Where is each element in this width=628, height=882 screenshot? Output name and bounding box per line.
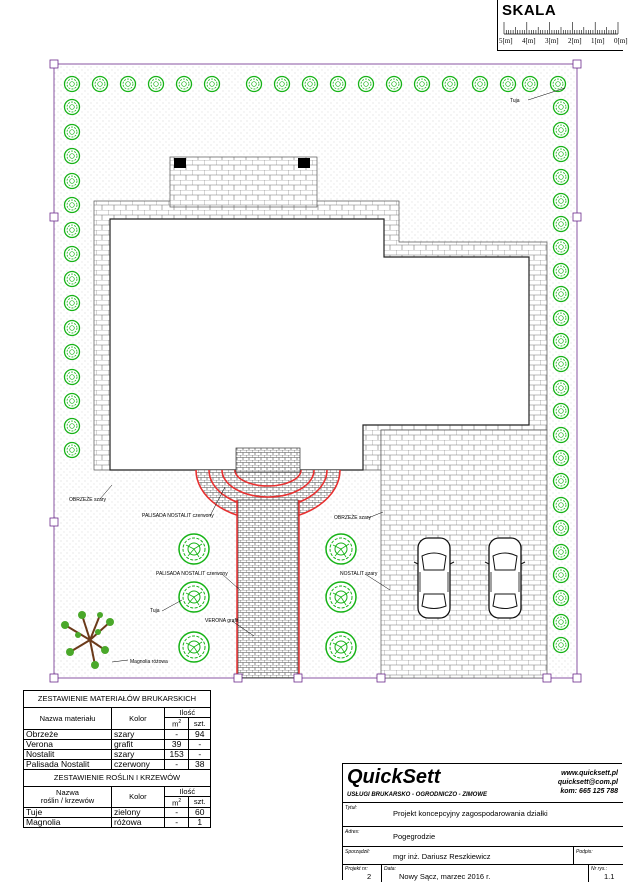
materials-table	[23, 690, 211, 828]
brand-logo: QuickSett	[347, 766, 441, 788]
boundary-marker	[234, 674, 242, 682]
label-magnolia: Magnolia różowa	[130, 659, 168, 665]
bush	[326, 582, 356, 612]
tuja-tree	[554, 100, 569, 115]
driveway-paving	[381, 430, 547, 678]
tuja-tree	[65, 223, 80, 238]
unit-szt: szt.	[189, 796, 211, 808]
bush	[326, 534, 356, 564]
material-cell-color: szary	[112, 749, 165, 759]
tuja-tree	[501, 77, 516, 92]
label-nostalit: NOSTALIT szary	[340, 571, 378, 577]
tuja-tree	[65, 394, 80, 409]
scale-title: SKALA	[502, 2, 557, 19]
tuja-tree	[65, 443, 80, 458]
plant-cell-color: zielony	[112, 808, 165, 818]
material-cell-color: czerwony	[112, 759, 165, 769]
tuja-tree	[177, 77, 192, 92]
tuja-tree	[554, 498, 569, 513]
tuja-tree	[443, 77, 458, 92]
material-cell-name: Palisada Nostalit	[24, 759, 112, 769]
scale-label: 0[m]	[614, 37, 628, 45]
project-info-row: Projekt nr: 2 Data: Nowy Sącz, marzec 2016 r. Nr rys.: 1.1	[343, 864, 623, 882]
tuja-tree	[65, 174, 80, 189]
boundary-marker	[573, 60, 581, 68]
scale-label: 5[m]	[499, 37, 513, 45]
boundary-marker	[50, 60, 58, 68]
material-row	[24, 759, 211, 769]
project-title: Projekt koncepcyjny zagospodarowania działki	[393, 809, 548, 818]
scale-label: 2[m]	[568, 37, 582, 45]
tuja-tree	[554, 123, 569, 138]
email-link[interactable]: quicksett@com.pl	[557, 779, 618, 786]
bush	[179, 534, 209, 564]
scale-label: 4[m]	[522, 37, 536, 45]
material-cell-m2: 39	[164, 739, 189, 749]
terrace-lamp-right	[298, 158, 310, 168]
tuja-tree	[121, 77, 136, 92]
material-cell-name: Obrzeże	[24, 729, 112, 739]
tuja-tree	[554, 240, 569, 255]
tuja-tree	[554, 287, 569, 302]
tuja-tree	[93, 77, 108, 92]
tuja-tree	[554, 545, 569, 560]
tuja-tree	[554, 170, 569, 185]
plant-cell-m2: -	[164, 818, 189, 828]
terrace-paving	[170, 157, 317, 207]
author-row: Sporządził: mgr inż. Dariusz Reszkiewicz Podpis:	[343, 846, 623, 865]
material-cell-m2: -	[164, 759, 189, 769]
project-number: 2	[367, 872, 372, 881]
label-palisada-2: PALISADA NOSTALIT czerwony	[156, 571, 228, 577]
tuja-tree	[554, 451, 569, 466]
material-row	[24, 729, 211, 739]
tuja-tree	[65, 321, 80, 336]
tuja-tree	[65, 77, 80, 92]
tuja-tree	[247, 77, 262, 92]
label-palisada-1: PALISADA NOSTALIT czerwony	[142, 513, 214, 519]
path-verona	[238, 500, 298, 678]
title-block	[342, 763, 622, 880]
scale-label: 3[m]	[545, 37, 559, 45]
project-date: Nowy Sącz, marzec 2016 r.	[399, 872, 491, 881]
tuja-tree	[65, 198, 80, 213]
tuja-tree	[554, 334, 569, 349]
label-obrzeze-right: OBRZEŻE szary	[334, 515, 371, 521]
contact-info	[558, 769, 618, 796]
label-tuja-left: Tuja	[150, 608, 160, 614]
material-cell-szt: -	[189, 739, 211, 749]
boundary-marker	[50, 518, 58, 526]
material-cell-szt: 94	[189, 729, 211, 739]
tuja-tree	[554, 381, 569, 396]
drawing-number: 1.1	[604, 872, 615, 881]
plant-cell-color: różowa	[112, 818, 165, 828]
tuja-tree	[65, 296, 80, 311]
material-cell-szt: 38	[189, 759, 211, 769]
col-material-qty: Ilość	[164, 708, 210, 718]
unit-m2: $m^2$	[164, 796, 189, 808]
tuja-tree	[65, 100, 80, 115]
plant-cell-name: Magnolia	[24, 818, 112, 828]
material-row	[24, 739, 211, 749]
terrace-lamp-left	[174, 158, 186, 168]
tuja-tree	[331, 77, 346, 92]
tuja-tree	[65, 149, 80, 164]
signature-label: Podpis:	[576, 849, 593, 855]
plant-cell-m2: -	[164, 808, 189, 818]
material-cell-szt: -	[189, 749, 211, 759]
scale-label: 1[m]	[591, 37, 605, 45]
tuja-tree	[554, 311, 569, 326]
material-cell-m2: -	[164, 729, 189, 739]
tuja-tree	[551, 77, 566, 92]
col-plant-name: Nazwa roślin / krzewów	[24, 786, 112, 808]
tuja-tree	[65, 345, 80, 360]
material-cell-m2: 153	[164, 749, 189, 759]
plant-cell-szt: 1	[189, 818, 211, 828]
tuja-tree	[554, 147, 569, 162]
tuja-tree	[65, 419, 80, 434]
boundary-marker	[573, 674, 581, 682]
material-row	[24, 749, 211, 759]
tuja-tree	[303, 77, 318, 92]
tuja-tree	[473, 77, 488, 92]
col-plant-qty: Ilość	[164, 786, 210, 796]
tuja-tree	[275, 77, 290, 92]
tuja-tree	[554, 264, 569, 279]
plants-title: ZESTAWIENIE ROŚLIN I KRZEWÓW	[24, 769, 211, 786]
tuja-tree	[554, 638, 569, 653]
unit-szt: szt.	[189, 718, 211, 730]
tuja-tree	[65, 247, 80, 262]
tuja-tree	[554, 217, 569, 232]
title-row: Tytuł: Projekt koncepcyjny zagospodarowania działki	[343, 802, 623, 827]
material-cell-color: grafit	[112, 739, 165, 749]
material-cell-color: szary	[112, 729, 165, 739]
boundary-marker	[50, 674, 58, 682]
tuja-tree	[205, 77, 220, 92]
plant-cell-name: Tuje	[24, 808, 112, 818]
author: mgr inż. Dariusz Reszkiewicz	[393, 852, 491, 861]
tuja-tree	[359, 77, 374, 92]
plant-row	[24, 808, 211, 818]
label-obrzeze-left: OBRZEŻE szary	[69, 497, 106, 503]
tuja-tree	[387, 77, 402, 92]
brand-subtitle: USŁUGI BRUKARSKO - OGRODNICZO - ZIMOWE	[347, 792, 487, 798]
col-material-name: Nazwa materiału	[24, 708, 112, 730]
plant-cell-szt: 60	[189, 808, 211, 818]
bush	[326, 632, 356, 662]
boundary-marker	[294, 674, 302, 682]
tuja-tree	[415, 77, 430, 92]
tuja-tree	[554, 521, 569, 536]
tuja-tree	[65, 272, 80, 287]
tuja-tree	[554, 194, 569, 209]
boundary-marker	[573, 213, 581, 221]
bush	[179, 582, 209, 612]
tuja-tree	[554, 404, 569, 419]
plant-row	[24, 818, 211, 828]
tuja-tree	[554, 615, 569, 630]
col-plant-color: Kolor	[112, 786, 165, 808]
tuja-tree	[554, 428, 569, 443]
tuja-tree	[554, 357, 569, 372]
tuja-tree	[65, 125, 80, 140]
entrance-steps	[236, 448, 300, 472]
car-left	[414, 538, 454, 618]
unit-m2: $m^2$	[164, 718, 189, 730]
label-verona: VERONA grafit	[205, 618, 239, 624]
tuja-tree	[554, 568, 569, 583]
scale-legend	[497, 0, 628, 51]
material-cell-name: Nostalit	[24, 749, 112, 759]
tuja-tree	[523, 77, 538, 92]
scale-bar	[502, 21, 620, 35]
label-tuja-top: Tuja	[510, 98, 520, 104]
bush	[179, 632, 209, 662]
website-link[interactable]: www.quicksett.pl	[561, 770, 618, 777]
boundary-marker	[543, 674, 551, 682]
material-cell-name: Verona	[24, 739, 112, 749]
tuja-tree	[149, 77, 164, 92]
tuja-tree	[554, 474, 569, 489]
address-row: Adres: Pogegrodzie	[343, 826, 623, 847]
tuja-tree	[554, 591, 569, 606]
phone: kom: 665 125 788	[560, 788, 618, 795]
boundary-marker	[377, 674, 385, 682]
car-right	[485, 538, 525, 618]
tuja-tree	[65, 370, 80, 385]
col-material-color: Kolor	[112, 708, 165, 730]
materials-title: ZESTAWIENIE MATERIAŁÓW BRUKARSKICH	[24, 691, 211, 708]
boundary-marker	[50, 213, 58, 221]
address: Pogegrodzie	[393, 832, 436, 841]
